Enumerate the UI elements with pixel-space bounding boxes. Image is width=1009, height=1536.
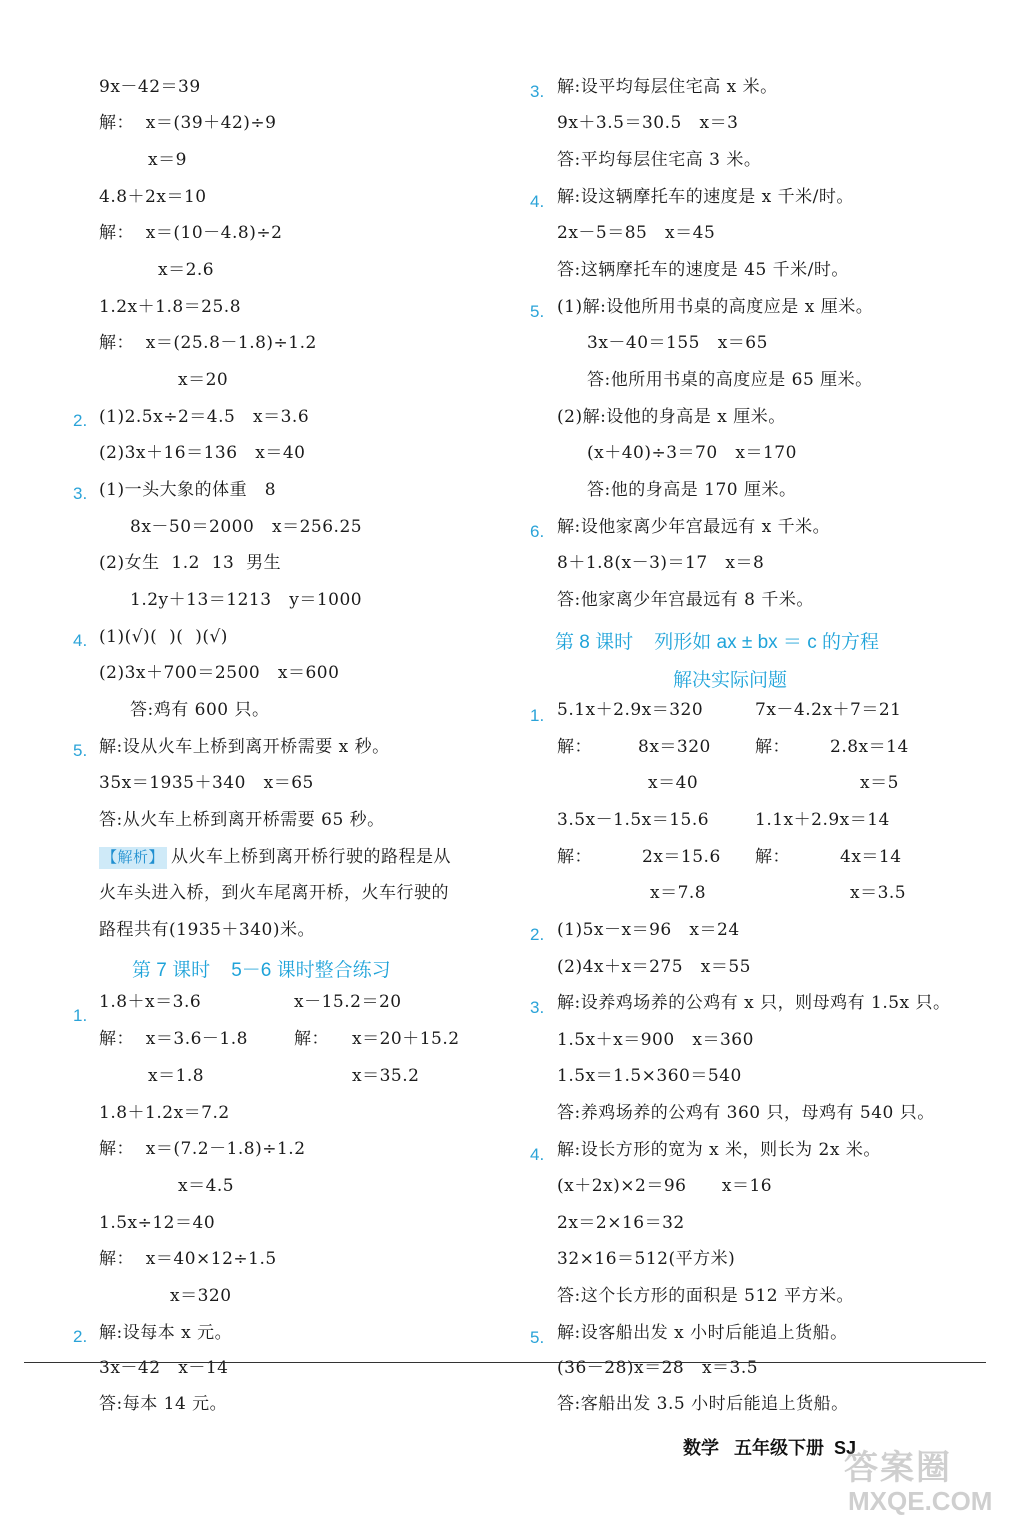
answer-line: (36－28)x＝28 x＝3.5 <box>557 1358 759 1378</box>
solution-line: 8x＝320 <box>638 737 711 757</box>
solution-line: x＝9 <box>148 150 187 170</box>
solution-line: x＝320 <box>170 1286 232 1306</box>
solution-line: 解： x＝(10－4.8)÷2 <box>99 223 283 243</box>
equation-line: 1.2x＋1.8＝25.8 <box>99 297 242 317</box>
question-number: 2. <box>73 411 88 430</box>
answer-line: (1)2.5x÷2＝4.5 x＝3.6 <box>99 407 310 427</box>
page-divider <box>24 1362 986 1363</box>
answer-line: 答:平均每层住宅高 3 米。 <box>557 150 762 170</box>
answer-line: 答:养鸡场养的公鸡有 360 只，母鸡有 540 只。 <box>557 1103 935 1123</box>
answer-line: 答:从火车上桥到离开桥需要 65 秒。 <box>99 810 385 830</box>
solution-line: 解： x＝(39＋42)÷9 <box>99 113 277 133</box>
solution-label: 解： <box>755 737 790 757</box>
answer-line: 解:设养鸡场养的公鸡有 x 只，则母鸡有 1.5x 只。 <box>557 993 951 1013</box>
answer-line: 32×16＝512(平方米) <box>557 1249 736 1269</box>
solution-line: 解： x＝(7.2－1.8)÷1.2 <box>99 1139 306 1159</box>
analysis-line: 【解析】 从火车上桥到离开桥行驶的路程是从 <box>99 845 451 869</box>
answer-line: 解:设这辆摩托车的速度是 x 千米/时。 <box>557 187 854 207</box>
answer-line: 9x＋3.5＝30.5 x＝3 <box>557 113 739 133</box>
answer-line: 解:设他家离少年宫最远有 x 千米。 <box>557 517 831 537</box>
solution-line: 4x＝14 <box>840 847 902 867</box>
question-number: 2. <box>73 1327 88 1346</box>
answer-line: 答:他家离少年宫最远有 8 千米。 <box>557 590 814 610</box>
watermark-title: 答案圈 <box>844 1449 952 1487</box>
answer-line: (x＋2x)×2＝96 x＝16 <box>557 1176 773 1196</box>
equation-line: 4.8＋2x＝10 <box>99 187 207 207</box>
answer-line: 8x－50＝2000 x＝256.25 <box>130 517 363 537</box>
question-number: 4. <box>530 192 545 211</box>
question-number: 3. <box>530 998 545 1017</box>
answer-line: 8＋1.8(x－3)＝17 x＝8 <box>557 553 765 573</box>
solution-line: x＝1.8 <box>148 1066 205 1086</box>
solution-line: 解： x＝40×12÷1.5 <box>99 1249 277 1269</box>
equation-line: 1.8＋1.2x＝7.2 <box>99 1103 230 1123</box>
answer-line: 3x－42 x－14 <box>99 1358 229 1378</box>
solution-line: 解： x＝3.6－1.8 <box>99 1029 248 1049</box>
equation-line: 9x－42＝39 <box>99 77 201 97</box>
question-number: 3. <box>530 82 545 101</box>
answer-line: 解:设长方形的宽为 x 米，则长为 2x 米。 <box>557 1140 881 1160</box>
question-number: 3. <box>73 484 88 503</box>
watermark-logo <box>830 1440 1000 1530</box>
solution-label: 解： <box>557 737 592 757</box>
solution-label: 解： <box>294 1029 329 1049</box>
answer-line: 2x＝2×16＝32 <box>557 1213 685 1233</box>
answer-line: (2)解:设他的身高是 x 厘米。 <box>557 407 786 427</box>
answer-line: (1)一头大象的体重 8 <box>99 480 277 500</box>
answer-line: 答:这个长方形的面积是 512 平方米。 <box>557 1286 854 1306</box>
answer-line: 答:每本 14 元。 <box>99 1394 228 1414</box>
question-number: 1. <box>73 1006 88 1025</box>
answer-line: 答:他所用书桌的高度应是 65 厘米。 <box>587 370 873 390</box>
solution-line: 2x＝15.6 <box>642 847 721 867</box>
solution-line: x＝40 <box>648 773 699 793</box>
answer-line: (2)3x＋700＝2500 x＝600 <box>99 663 340 683</box>
question-number: 2. <box>530 925 545 944</box>
answer-line: (x＋40)÷3＝70 x＝170 <box>587 443 797 463</box>
solution-line: x＝2.6 <box>158 260 215 280</box>
question-number: 5. <box>530 1328 545 1347</box>
answer-line: 35x＝1935＋340 x＝65 <box>99 773 314 793</box>
question-number: 5. <box>530 302 545 321</box>
solution-line: x＝20＋15.2 <box>352 1029 460 1049</box>
answer-line: 1.2y＋13＝1213 y＝1000 <box>130 590 363 610</box>
answer-line: (1)(√)( )( )(√) <box>99 627 228 647</box>
answer-line: 1.5x＋x＝900 x＝360 <box>557 1030 754 1050</box>
answer-line: 答:他的身高是 170 厘米。 <box>587 480 797 500</box>
answer-line: 解:设平均每层住宅高 x 米。 <box>557 77 778 97</box>
section-subtitle: 解决实际问题 <box>673 670 788 691</box>
solution-line: x＝35.2 <box>352 1066 420 1086</box>
equation-line: 3.5x－1.5x＝15.6 <box>557 810 710 830</box>
equation-line: x－15.2＝20 <box>294 992 402 1012</box>
equation-line: 1.5x÷12＝40 <box>99 1213 216 1233</box>
question-number: 5. <box>73 741 88 760</box>
answer-line: 答:客船出发 3.5 小时后能追上货船。 <box>557 1394 849 1414</box>
equation-line: 7x－4.2x＋7＝21 <box>755 700 902 720</box>
solution-label: 解： <box>557 847 592 867</box>
answer-line: 3x－40＝155 x＝65 <box>587 333 768 353</box>
answer-line: 答:鸡有 600 只。 <box>130 700 270 720</box>
solution-line: x＝20 <box>178 370 229 390</box>
answer-line: (2)女生 1.2 13 男生 <box>99 553 282 573</box>
solution-line: 2.8x＝14 <box>830 737 909 757</box>
answer-line: 解:设客船出发 x 小时后能追上货船。 <box>557 1323 848 1343</box>
question-number: 6. <box>530 522 545 541</box>
section-title: 第 7 课时 5－6 课时整合练习 <box>132 960 391 981</box>
solution-line: x＝5 <box>860 773 899 793</box>
answer-line: 1.5x＝1.5×360＝540 <box>557 1066 742 1086</box>
answer-line: (2)4x＋x＝275 x＝55 <box>557 957 751 977</box>
equation-line: 1.8＋x＝3.6 <box>99 992 202 1012</box>
answer-line: 解:设从火车上桥到离开桥需要 x 秒。 <box>99 737 390 757</box>
equation-line: 5.1x＋2.9x＝320 <box>557 700 704 720</box>
analysis-tag: 【解析】 <box>99 847 167 869</box>
solution-line: x＝7.8 <box>650 883 707 903</box>
answer-line: 答:这辆摩托车的速度是 45 千米/时。 <box>557 260 849 280</box>
equation-line: 1.1x＋2.9x＝14 <box>755 810 890 830</box>
answer-line: (1)5x－x＝96 x＝24 <box>557 920 740 940</box>
question-number: 4. <box>73 631 88 650</box>
analysis-line: 路程共有(1935＋340)米。 <box>99 920 315 940</box>
answer-line: 2x－5＝85 x＝45 <box>557 223 716 243</box>
solution-line: x＝3.5 <box>850 883 907 903</box>
answer-line: 解:设每本 x 元。 <box>99 1323 233 1343</box>
question-number: 4. <box>530 1145 545 1164</box>
answer-line: (2)3x＋16＝136 x＝40 <box>99 443 306 463</box>
question-number: 1. <box>530 706 545 725</box>
solution-line: x＝4.5 <box>178 1176 235 1196</box>
section-title: 第 8 课时 列形如 ax ± bx ＝ c 的方程 <box>555 632 879 653</box>
solution-line: 解： x＝(25.8－1.8)÷1.2 <box>99 333 317 353</box>
analysis-line: 火车头进入桥，到火车尾离开桥，火车行驶的 <box>99 883 449 903</box>
watermark-domain: MXQE.COM <box>848 1486 993 1516</box>
solution-label: 解： <box>755 847 790 867</box>
answer-line: (1)解:设他所用书桌的高度应是 x 厘米。 <box>557 297 874 317</box>
page-footer: 数学 五年级下册 SJ <box>683 1438 857 1458</box>
